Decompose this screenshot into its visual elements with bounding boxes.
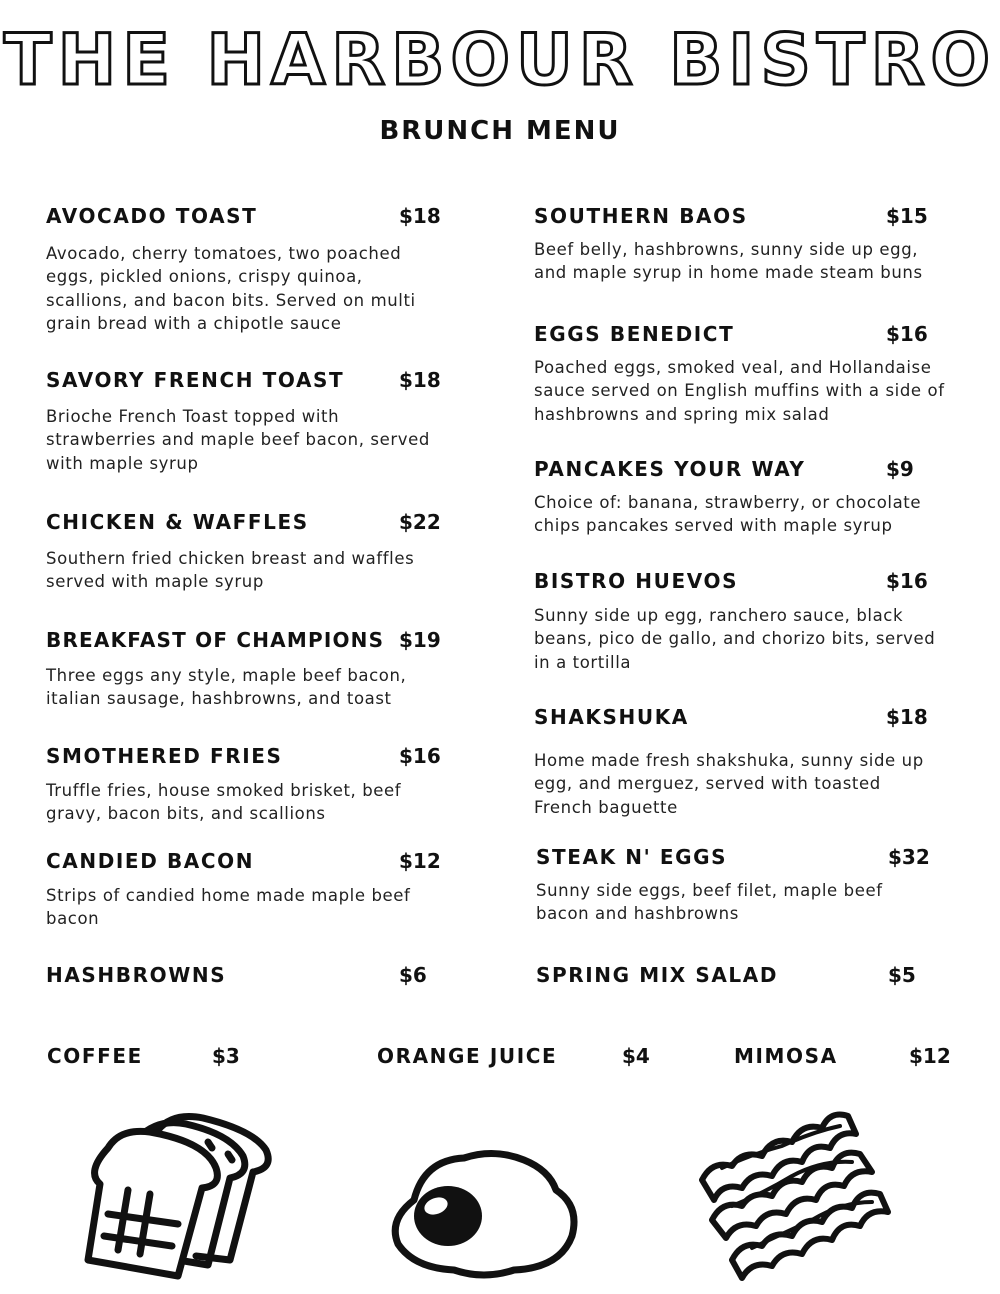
item-price: $16 xyxy=(399,744,441,768)
drink-price: $4 xyxy=(622,1044,650,1068)
toast-icon xyxy=(78,1110,278,1280)
item-price: $12 xyxy=(399,849,441,873)
item-description: Poached eggs, smoked veal, and Hollandaise sauce served on English muffins with a side of hashbrowns and spring mix salad xyxy=(534,358,945,424)
item-name: AVOCADO TOAST xyxy=(46,204,258,228)
item-name: CANDIED BACON xyxy=(46,849,255,873)
item-name: BREAKFAST OF CHAMPIONS xyxy=(46,628,385,652)
menu-subtitle: BRUNCH MENU xyxy=(379,116,621,146)
drink-price: $12 xyxy=(909,1044,951,1068)
item-description: Strips of candied home made maple beef bacon xyxy=(46,886,411,929)
item-price: $18 xyxy=(886,705,928,729)
item-description: Sunny side eggs, beef filet, maple beef bacon and hashbrowns xyxy=(536,881,883,924)
item-price: $16 xyxy=(886,322,928,346)
item-name: BISTRO HUEVOS xyxy=(534,569,739,593)
item-price: $5 xyxy=(888,963,916,987)
drink-price: $3 xyxy=(212,1044,240,1068)
item-description: Southern fried chicken breast and waffles served with maple syrup xyxy=(46,549,415,592)
item-name: EGGS BENEDICT xyxy=(534,322,735,346)
item-description: Brioche French Toast topped with strawberries and maple beef bacon, served with maple syrup xyxy=(46,407,430,473)
bacon-icon xyxy=(692,1110,892,1290)
item-name: SOUTHERN BAOS xyxy=(534,204,748,228)
item-name: STEAK N' EGGS xyxy=(536,845,728,869)
item-name: HASHBROWNS xyxy=(46,963,227,987)
item-description: Sunny side up egg, ranchero sauce, black beans, pico de gallo, and chorizo bits, served in a tortilla xyxy=(534,606,936,672)
item-name: SHAKSHUKA xyxy=(534,705,689,729)
drink-name: COFFEE xyxy=(47,1044,143,1068)
item-price: $9 xyxy=(886,457,914,481)
item-price: $32 xyxy=(888,845,930,869)
item-price: $19 xyxy=(399,628,441,652)
fried-egg-icon xyxy=(384,1140,584,1280)
item-price: $15 xyxy=(886,204,928,228)
item-price: $18 xyxy=(399,204,441,228)
item-description: Truffle fries, house smoked brisket, beef gravy, bacon bits, and scallions xyxy=(46,781,402,824)
item-name: SMOTHERED FRIES xyxy=(46,744,283,768)
item-price: $6 xyxy=(399,963,427,987)
item-description: Three eggs any style, maple beef bacon, italian sausage, hashbrowns, and toast xyxy=(46,666,407,709)
item-name: CHICKEN & WAFFLES xyxy=(46,510,309,534)
item-name: SPRING MIX SALAD xyxy=(536,963,779,987)
page-title: THE HARBOUR BISTRO xyxy=(3,19,997,101)
item-description: Beef belly, hashbrowns, sunny side up egg, and maple syrup in home made steam buns xyxy=(534,240,923,283)
drink-name: ORANGE JUICE xyxy=(377,1044,558,1068)
item-price: $16 xyxy=(886,569,928,593)
item-price: $22 xyxy=(399,510,441,534)
item-description: Avocado, cherry tomatoes, two poached eggs, pickled onions, crispy quinoa, scallions, and bacon bits. Served on multi grain bread with a chipotle sauce xyxy=(46,244,416,334)
item-price: $18 xyxy=(399,368,441,392)
item-description: Choice of: banana, strawberry, or chocolate chips pancakes served with maple syrup xyxy=(534,493,922,536)
item-name: PANCAKES YOUR WAY xyxy=(534,457,806,481)
item-description: Home made fresh shakshuka, sunny side up egg, and merguez, served with toasted French baguette xyxy=(534,751,924,817)
item-name: SAVORY FRENCH TOAST xyxy=(46,368,345,392)
drink-name: MIMOSA xyxy=(734,1044,838,1068)
